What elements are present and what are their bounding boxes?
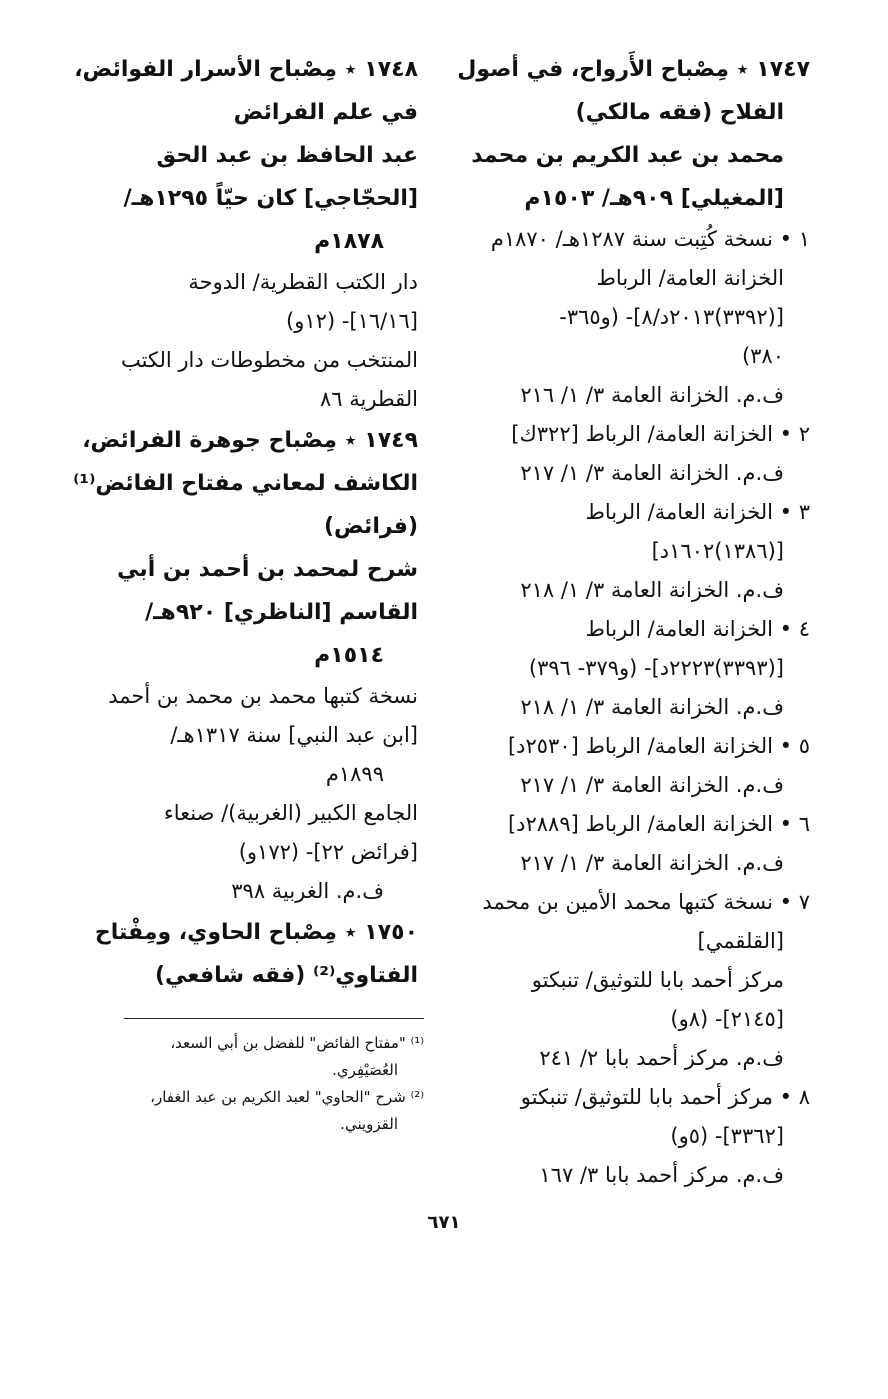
right-column-line: ف.م. الخزانة العامة ٣/ ١/ ٢١٧: [520, 773, 784, 797]
right-column-line: ٥ • الخزانة العامة/ الرباط [٢٥٣٠د]: [507, 734, 810, 758]
footnote-divider: [124, 1018, 424, 1019]
left-column-line: دار الكتب القطرية/ الدوحة: [188, 270, 418, 294]
right-column-line: [المغيلي] ٩٠٩هـ/ ١٥٠٣م: [524, 186, 784, 211]
left-column-line: في علم الفرائض: [233, 100, 418, 125]
right-column-line: ٢ • الخزانة العامة/ الرباط [٣٢٢ك]: [511, 422, 810, 446]
left-column-line: ١٥١٤م: [314, 643, 384, 668]
left-column-line: القطرية ٨٦: [319, 387, 418, 411]
left-column: [73, 48, 418, 997]
left-column-line: المنتخب من مخطوطات دار الكتب: [120, 348, 418, 372]
left-column-line: ١٧٤٩ ٭ مِصْباح جوهرة الفرائض،: [82, 428, 418, 453]
right-column-line: الخزانة العامة/ الرباط: [596, 266, 784, 290]
footnote-line: ⁽¹⁾ "مفتاح الفائض" للفضل بن أبي السعد،: [170, 1034, 424, 1052]
right-column-line: ف.م. مركز أحمد بابا ٢/ ٢٤١: [539, 1046, 784, 1070]
right-column-line: مركز أحمد بابا للتوثيق/ تنبكتو: [531, 968, 784, 992]
left-column-line: عبد الحافظ بن عبد الحق: [156, 143, 418, 168]
right-column-line: ١٧٤٧ ٭ مِصْباح الأَرواح، في أصول: [457, 57, 810, 82]
left-column-line: ١٧٤٨ ٭ مِصْباح الأسرار الفوائض،: [74, 57, 418, 82]
page-number: ٦٧١: [427, 1212, 461, 1233]
right-column-line: ٣٨٠): [741, 344, 784, 368]
right-column-line: ٤ • الخزانة العامة/ الرباط: [585, 617, 810, 641]
left-column-line: [الحجّاجي] كان حيّاً ١٢٩٥هـ/: [123, 186, 418, 211]
right-column-line: [٢١٤٥]- (٨و): [670, 1007, 784, 1031]
left-column-line: [ابن عبد النبي] سنة ١٣١٧هـ/: [170, 723, 418, 747]
right-column-line: [(١٣٨٦)١٦٠٢د]: [651, 539, 784, 563]
right-column-line: الفلاح (فقه مالكي): [575, 100, 784, 125]
footnote-line: العُصَيْفِري.: [332, 1061, 398, 1079]
right-column-line: محمد بن عبد الكريم بن محمد: [471, 143, 784, 168]
right-column-line: ٦ • الخزانة العامة/ الرباط [٢٨٨٩د]: [507, 812, 810, 836]
left-column-line: ف.م. الغربية ٣٩٨: [231, 879, 384, 903]
footnote-line: القزويني.: [340, 1115, 398, 1133]
right-column-line: ١ • نسخة كُتِبت سنة ١٢٨٧هـ/ ١٨٧٠م: [490, 227, 810, 251]
left-column-line: [فرائض ٢٢]- (١٧٢و): [238, 840, 418, 864]
left-column-line: (فرائض): [323, 514, 418, 539]
left-column-line: الجامع الكبير (الغربية)/ صنعاء: [163, 801, 418, 825]
footnote-line: ⁽²⁾ شرح "الحاوي" لعبد الكريم بن عبد الغفار،: [150, 1088, 424, 1106]
right-column-line: ٣ • الخزانة العامة/ الرباط: [585, 500, 810, 524]
left-column-line: نسخة كتبها محمد بن محمد بن أحمد: [108, 684, 418, 708]
right-column-line: [٣٣٦٢]- (٥و): [670, 1124, 784, 1148]
left-column-line: ١٨٩٩م: [325, 762, 384, 786]
right-column-line: ف.م. الخزانة العامة ٣/ ١/ ٢١٧: [520, 461, 784, 485]
right-column-line: ف.م. الخزانة العامة ٣/ ١/ ٢١٦: [520, 383, 784, 407]
right-column-line: [(٣٣٩٢)٢٠١٣د/٨]- (و٣٦٥-: [559, 305, 784, 329]
left-column-line: ١٨٧٨م: [314, 229, 384, 254]
left-column-line: ١٧٥٠ ٭ مِصْباح الحاوي، ومِفْتاح: [94, 920, 418, 945]
left-column-line: الكاشف لمعاني مفتاح الفائض⁽¹⁾: [73, 471, 418, 496]
left-column-line: الفتاوي⁽²⁾ (فقه شافعي): [154, 963, 418, 988]
right-column-line: ف.م. مركز أحمد بابا ٣/ ١٦٧: [539, 1163, 784, 1187]
right-column-line: [(٣٣٩٣)٢٢٢٣د]- (و٣٧٩- ٣٩٦): [528, 656, 784, 680]
right-column: [457, 48, 810, 1195]
right-column-line: ف.م. الخزانة العامة ٣/ ١/ ٢١٨: [520, 695, 784, 719]
right-column-line: [القلقمي]: [697, 929, 784, 953]
right-column-line: ٧ • نسخة كتبها محمد الأمين بن محمد: [482, 890, 810, 914]
right-column-line: ف.م. الخزانة العامة ٣/ ١/ ٢١٧: [520, 851, 784, 875]
footnotes: [124, 1030, 424, 1138]
right-column-line: ٨ • مركز أحمد بابا للتوثيق/ تنبكتو: [520, 1085, 810, 1109]
left-column-line: القاسم [الناظري] ٩٢٠هـ/: [145, 600, 418, 625]
left-column-line: [١٦/١٦]- (١٢و): [286, 309, 418, 333]
left-column-line: شرح لمحمد بن أحمد بن أبي: [117, 557, 418, 582]
right-column-line: ف.م. الخزانة العامة ٣/ ١/ ٢١٨: [520, 578, 784, 602]
